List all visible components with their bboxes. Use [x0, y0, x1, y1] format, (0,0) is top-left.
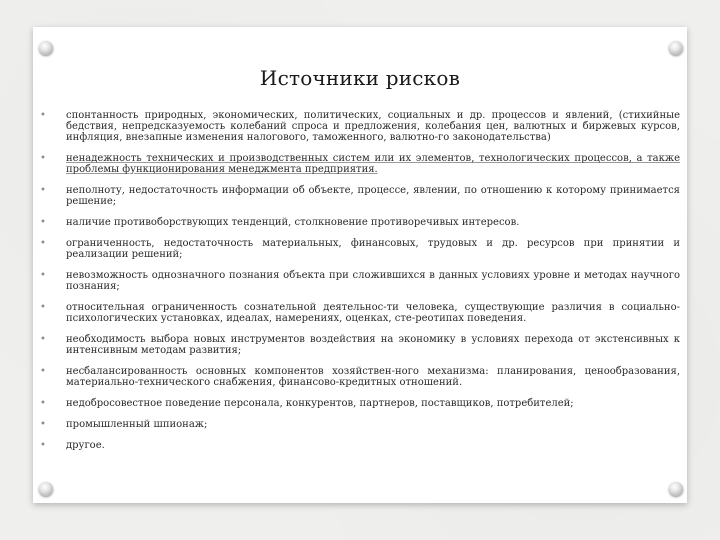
list-item-text: ненадежность технических и производственных систем или их элементов, технологических процессов, а также проблемы функционирования менеджмента предприятия.	[66, 153, 680, 175]
bullet-icon: •	[40, 366, 46, 377]
list-item-text: неполноту, недостаточность информации об объекте, процессе, явлении, по отношению к которому принимается решение;	[66, 185, 680, 207]
list-item	[40, 302, 680, 324]
list-item-text: относительная ограниченность сознательной деятельнос-ти человека, существующие различия в социально-психологических установках, идеалах, намерениях, оценках, сте-реотипах поведения.	[66, 302, 680, 324]
pin-icon	[669, 41, 683, 55]
list-item	[40, 217, 680, 228]
risk-sources-list	[40, 110, 680, 461]
list-item-text: наличие противоборствующих тенденций, столкновение противоречивых интересов.	[66, 217, 520, 228]
list-item	[40, 398, 680, 409]
bullet-icon: •	[40, 217, 46, 228]
list-item-text: спонтанность природных, экономических, политических, социальных и др. процессов и явлений, (стихийные бедствия, непредсказуемость колебаний спроса и предложения, колебания цен, валютных и биржевых курсов, инфляция, внезапные изменения налогового, таможенного, валютно-го законодательства)	[66, 110, 680, 143]
bullet-icon: •	[40, 302, 46, 313]
bullet-icon: •	[40, 334, 46, 345]
list-item	[40, 270, 680, 292]
list-item	[40, 153, 680, 175]
bullet-icon: •	[40, 238, 46, 249]
slide-title: Источники рисков	[259, 66, 461, 90]
list-item	[40, 185, 680, 207]
list-item-text: промышленный шпионаж;	[66, 419, 208, 430]
bullet-icon: •	[40, 398, 46, 409]
list-item	[40, 440, 680, 451]
pin-icon	[39, 482, 53, 496]
list-item	[40, 419, 680, 430]
pin-icon	[669, 482, 683, 496]
bullet-icon: •	[40, 110, 46, 121]
bullet-icon: •	[40, 440, 46, 451]
list-item-text: необходимость выбора новых инструментов воздействия на экономику в условиях перехода от экстенсивных к интенсивным методам развития;	[66, 334, 680, 356]
bullet-icon: •	[40, 153, 46, 164]
list-item-text: невозможность однозначного познания объекта при сложившихся в данных условиях уровне и методах научного познания;	[66, 270, 680, 292]
list-item-text: несбалансированность основных компонентов хозяйствен-ного механизма: планирования, ценообразования, материально-технического снабжения, финансово-кредитных отношений.	[66, 366, 680, 388]
bullet-icon: •	[40, 270, 46, 281]
bullet-icon: •	[40, 419, 46, 430]
list-item	[40, 110, 680, 143]
list-item-text: ограниченность, недостаточность материальных, финансовых, трудовых и др. ресурсов при принятии и реализации решений;	[66, 238, 680, 260]
list-item	[40, 238, 680, 260]
list-item	[40, 334, 680, 356]
list-item-text: недобросовестное поведение персонала, конкурентов, партнеров, поставщиков, потребителей;	[66, 398, 574, 409]
list-item	[40, 366, 680, 388]
list-item-text: другое.	[66, 440, 105, 451]
pin-icon	[39, 41, 53, 55]
bullet-icon: •	[40, 185, 46, 196]
